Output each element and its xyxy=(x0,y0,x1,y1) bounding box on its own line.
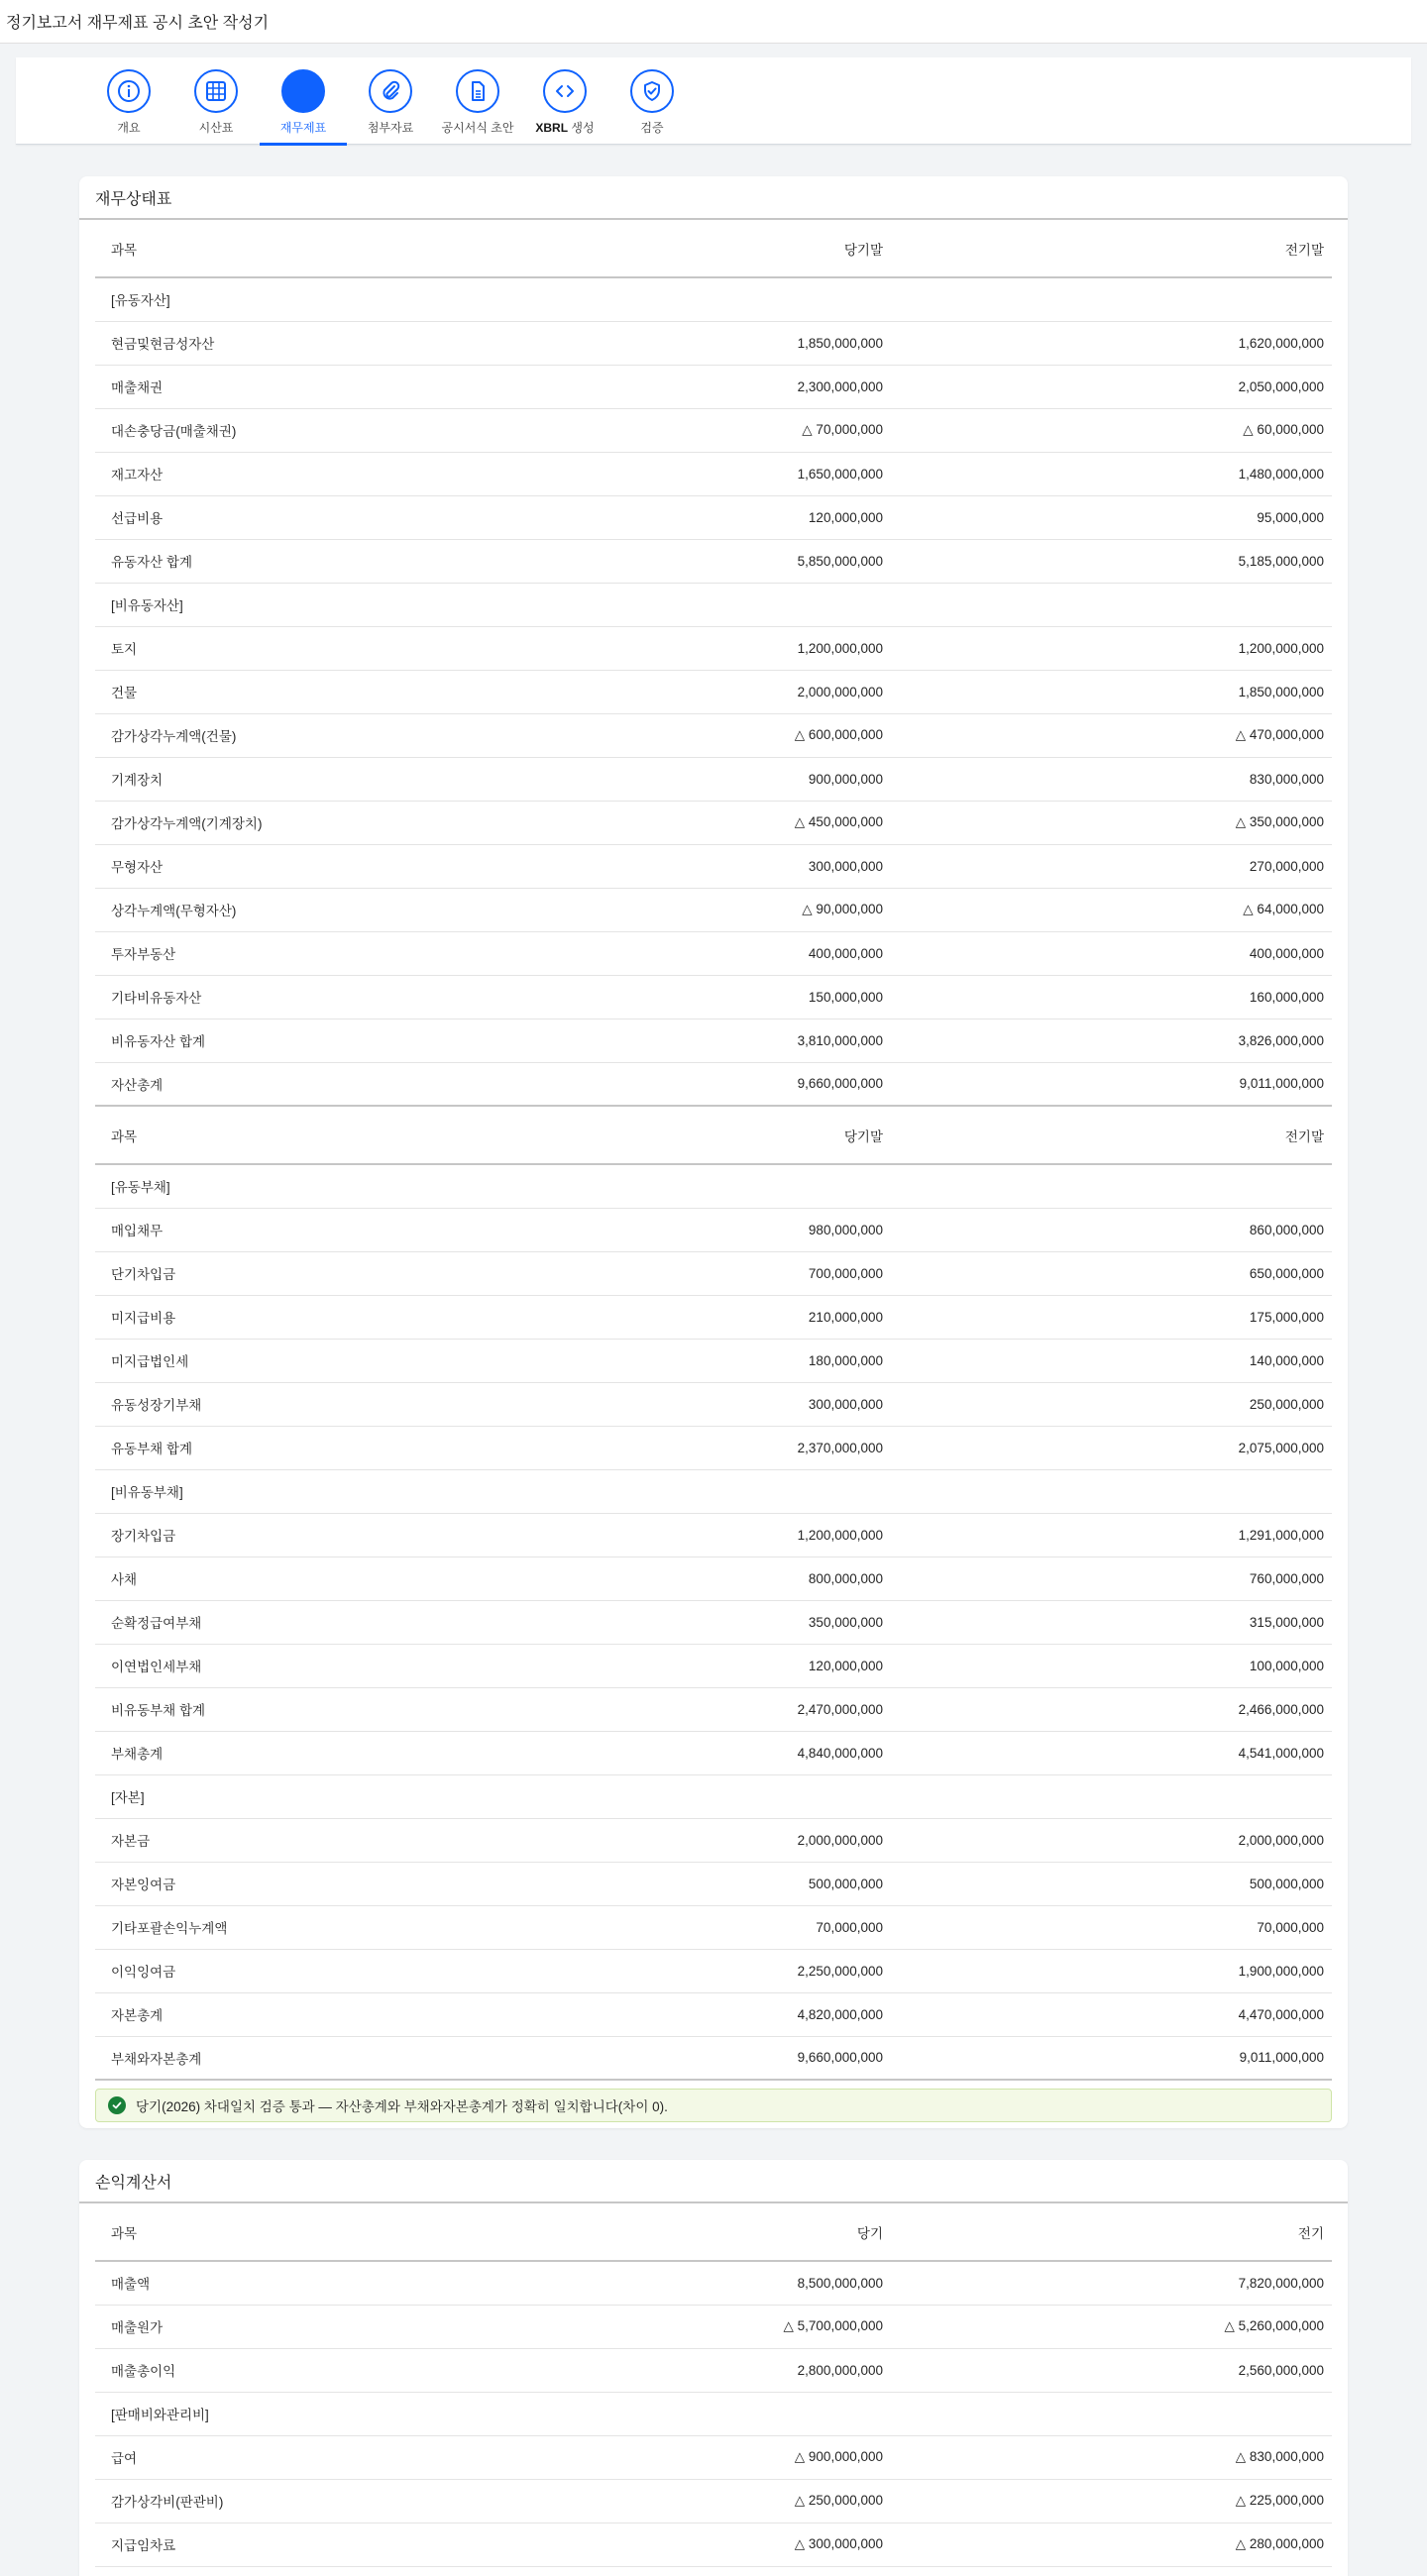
current-amount-cell: △ 70,000,000 xyxy=(475,408,891,452)
account-name-cell: [비유동자산] xyxy=(95,583,475,626)
account-name-cell: 매출원가 xyxy=(95,2305,475,2348)
current-amount-cell: 2,800,000,000 xyxy=(475,2348,891,2392)
current-amount-cell xyxy=(475,277,891,321)
table-row xyxy=(95,1644,1332,1687)
account-name-cell: 재고자산 xyxy=(95,452,475,495)
step-label: 재무제표 xyxy=(279,121,327,135)
prior-amount-cell: 3,826,000,000 xyxy=(891,1019,1332,1062)
prior-amount-cell: 1,850,000,000 xyxy=(891,670,1332,713)
table-header-row xyxy=(95,2203,1332,2261)
balance-check-notice xyxy=(95,2089,1332,2122)
column-header-prior: 전기말 xyxy=(891,220,1332,277)
account-name-cell: 비유동부채 합계 xyxy=(95,1687,475,1731)
table-row xyxy=(95,1774,1332,1818)
shield-check-icon xyxy=(630,69,674,113)
column-header-current: 당기 xyxy=(475,2203,891,2261)
current-amount-cell: 150,000,000 xyxy=(475,975,891,1019)
table-row xyxy=(95,975,1332,1019)
account-name-cell: 자본총계 xyxy=(95,1992,475,2036)
current-amount-cell: △ 5,700,000,000 xyxy=(475,2305,891,2348)
current-amount-cell: △ 450,000,000 xyxy=(475,801,891,844)
prior-amount-cell: 1,900,000,000 xyxy=(891,1949,1332,1992)
account-name-cell: [유동자산] xyxy=(95,277,475,321)
current-amount-cell: △ 900,000,000 xyxy=(475,2435,891,2479)
prior-amount-cell xyxy=(891,277,1332,321)
prior-amount-cell: 860,000,000 xyxy=(891,1208,1332,1251)
table-row xyxy=(95,583,1332,626)
prior-amount-cell: 2,466,000,000 xyxy=(891,1687,1332,1731)
current-amount-cell: 350,000,000 xyxy=(475,1600,891,1644)
prior-amount-cell: 650,000,000 xyxy=(891,1251,1332,1295)
column-header-prior: 전기 xyxy=(891,2203,1332,2261)
table-row xyxy=(95,2522,1332,2566)
column-header-account: 과목 xyxy=(95,220,475,277)
prior-amount-cell: 1,291,000,000 xyxy=(891,1513,1332,1556)
prior-amount-cell: 1,620,000,000 xyxy=(891,321,1332,365)
account-name-cell: 단기차입금 xyxy=(95,1251,475,1295)
current-amount-cell xyxy=(475,1164,891,1208)
prior-amount-cell: △ 830,000,000 xyxy=(891,2435,1332,2479)
current-amount-cell: △ 300,000,000 xyxy=(475,2522,891,2566)
prior-amount-cell: △ 280,000,000 xyxy=(891,2522,1332,2566)
account-name-cell: 유동자산 합계 xyxy=(95,539,475,583)
table-row xyxy=(95,1600,1332,1644)
current-amount-cell: 300,000,000 xyxy=(475,1382,891,1426)
liabilities-equity-table xyxy=(95,1107,1332,2081)
account-name-cell: [유동부채] xyxy=(95,1164,475,1208)
liabilities-table-body xyxy=(95,1164,1332,2080)
table-row xyxy=(95,1905,1332,1949)
account-name-cell: 매입채무 xyxy=(95,1208,475,1251)
prior-amount-cell: 250,000,000 xyxy=(891,1382,1332,1426)
prior-amount-cell: 175,000,000 xyxy=(891,1295,1332,1339)
prior-amount-cell: 270,000,000 xyxy=(891,844,1332,888)
assets-table-body xyxy=(95,277,1332,1106)
account-name-cell: 급여 xyxy=(95,2435,475,2479)
account-name-cell: 장기차입금 xyxy=(95,1513,475,1556)
prior-amount-cell: △ 470,000,000 xyxy=(891,713,1332,757)
table-row xyxy=(95,1062,1332,1106)
account-name-cell: 매출채권 xyxy=(95,365,475,408)
check-circle-icon xyxy=(108,2096,126,2114)
table-row xyxy=(95,844,1332,888)
current-amount-cell: 1,200,000,000 xyxy=(475,626,891,670)
prior-amount-cell: 760,000,000 xyxy=(891,1556,1332,1600)
income-statement-table-body xyxy=(95,2261,1332,2566)
account-name-cell: 감가상각비(판관비) xyxy=(95,2479,475,2522)
table-row xyxy=(95,1339,1332,1382)
prior-amount-cell: 95,000,000 xyxy=(891,495,1332,539)
prior-amount-cell: 1,200,000,000 xyxy=(891,626,1332,670)
table-row xyxy=(95,2348,1332,2392)
current-amount-cell: 2,370,000,000 xyxy=(475,1426,891,1469)
assets-table xyxy=(95,220,1332,1107)
table-row xyxy=(95,888,1332,931)
app-title: 정기보고서 재무제표 공시 초안 작성기 xyxy=(6,15,270,32)
current-amount-cell: 300,000,000 xyxy=(475,844,891,888)
info-icon xyxy=(107,69,151,113)
step-label: 개요 xyxy=(117,121,141,135)
table-row xyxy=(95,1164,1332,1208)
prior-amount-cell: 400,000,000 xyxy=(891,931,1332,975)
account-name-cell: 비유동자산 합계 xyxy=(95,1019,475,1062)
prior-amount-cell: 9,011,000,000 xyxy=(891,1062,1332,1106)
prior-amount-cell: △ 60,000,000 xyxy=(891,408,1332,452)
account-name-cell: 매출총이익 xyxy=(95,2348,475,2392)
prior-amount-cell: 9,011,000,000 xyxy=(891,2036,1332,2080)
account-name-cell: 상각누계액(무형자산) xyxy=(95,888,475,931)
account-name-cell: 대손충당금(매출채권) xyxy=(95,408,475,452)
prior-amount-cell: △ 5,260,000,000 xyxy=(891,2305,1332,2348)
balance-sheet-card xyxy=(79,176,1348,2128)
current-amount-cell: 4,820,000,000 xyxy=(475,1992,891,2036)
notice-text: 당기(2026) 차대일치 검증 통과 — 자산총계와 부채와자본총계가 정확히 일치합니다(차이 0). xyxy=(136,2099,668,2114)
account-name-cell: 감가상각누계액(건물) xyxy=(95,713,475,757)
table-row xyxy=(95,1295,1332,1339)
column-header-current: 당기말 xyxy=(475,1107,891,1164)
current-amount-cell: 980,000,000 xyxy=(475,1208,891,1251)
prior-amount-cell: 100,000,000 xyxy=(891,1644,1332,1687)
table-row xyxy=(95,1731,1332,1774)
table-row xyxy=(95,1992,1332,2036)
account-name-cell: 미지급법인세 xyxy=(95,1339,475,1382)
current-amount-cell: 2,250,000,000 xyxy=(475,1949,891,1992)
prior-amount-cell: 2,560,000,000 xyxy=(891,2348,1332,2392)
prior-amount-cell: 830,000,000 xyxy=(891,757,1332,801)
prior-amount-cell: 2,000,000,000 xyxy=(891,1818,1332,1862)
current-amount-cell: 1,850,000,000 xyxy=(475,321,891,365)
current-amount-cell: 180,000,000 xyxy=(475,1339,891,1382)
step-label: 공시서식 초안 xyxy=(441,121,514,135)
step-label: 시산표 xyxy=(198,121,234,135)
current-amount-cell: 120,000,000 xyxy=(475,1644,891,1687)
table-row xyxy=(95,1556,1332,1600)
current-amount-cell: 1,650,000,000 xyxy=(475,452,891,495)
current-amount-cell: 1,200,000,000 xyxy=(475,1513,891,1556)
current-amount-cell: 210,000,000 xyxy=(475,1295,891,1339)
step-overview[interactable] xyxy=(85,69,172,136)
document-icon xyxy=(456,69,499,113)
account-name-cell: 기타포괄손익누계액 xyxy=(95,1905,475,1949)
current-amount-cell: 70,000,000 xyxy=(475,1905,891,1949)
step-financial-statements[interactable] xyxy=(260,69,347,136)
prior-amount-cell xyxy=(891,1164,1332,1208)
table-row xyxy=(95,539,1332,583)
table-row xyxy=(95,713,1332,757)
paperclip-icon xyxy=(369,69,412,113)
step-attachments[interactable] xyxy=(347,69,434,136)
table-header-row xyxy=(95,220,1332,277)
prior-amount-cell: 7,820,000,000 xyxy=(891,2261,1332,2305)
account-name-cell: 자본잉여금 xyxy=(95,1862,475,1905)
current-amount-cell: 800,000,000 xyxy=(475,1556,891,1600)
circle-filled-icon xyxy=(281,69,325,113)
current-amount-cell: 700,000,000 xyxy=(475,1251,891,1295)
prior-amount-cell xyxy=(891,2392,1332,2435)
current-amount-cell: △ 600,000,000 xyxy=(475,713,891,757)
prior-amount-cell xyxy=(891,583,1332,626)
table-row xyxy=(95,365,1332,408)
prior-amount-cell: 5,185,000,000 xyxy=(891,539,1332,583)
account-name-cell: 자산총계 xyxy=(95,1062,475,1106)
current-amount-cell: 500,000,000 xyxy=(475,1862,891,1905)
account-name-cell: 지급임차료 xyxy=(95,2522,475,2566)
account-name-cell: 기타비유동자산 xyxy=(95,975,475,1019)
table-row xyxy=(95,408,1332,452)
account-name-cell: 현금및현금성자산 xyxy=(95,321,475,365)
account-name-cell: 부채총계 xyxy=(95,1731,475,1774)
account-name-cell: [비유동부채] xyxy=(95,1469,475,1513)
account-name-cell: 선급비용 xyxy=(95,495,475,539)
prior-amount-cell: 1,480,000,000 xyxy=(891,452,1332,495)
table-row xyxy=(95,1426,1332,1469)
table-row xyxy=(95,1862,1332,1905)
table-row xyxy=(95,321,1332,365)
account-name-cell: 토지 xyxy=(95,626,475,670)
table-header-row xyxy=(95,1107,1332,1164)
prior-amount-cell: 500,000,000 xyxy=(891,1862,1332,1905)
current-amount-cell: 2,300,000,000 xyxy=(475,365,891,408)
table-row xyxy=(95,1469,1332,1513)
step-disclosure-draft[interactable] xyxy=(434,69,521,136)
prior-amount-cell: 4,470,000,000 xyxy=(891,1992,1332,2036)
prior-amount-cell: △ 350,000,000 xyxy=(891,801,1332,844)
account-name-cell: 자본금 xyxy=(95,1818,475,1862)
prior-amount-cell: 160,000,000 xyxy=(891,975,1332,1019)
step-validation[interactable] xyxy=(608,69,696,136)
current-amount-cell: 900,000,000 xyxy=(475,757,891,801)
prior-amount-cell: 140,000,000 xyxy=(891,1339,1332,1382)
prior-amount-cell: 2,075,000,000 xyxy=(891,1426,1332,1469)
current-amount-cell: 3,810,000,000 xyxy=(475,1019,891,1062)
prior-amount-cell: 70,000,000 xyxy=(891,1905,1332,1949)
current-amount-cell xyxy=(475,1774,891,1818)
prior-amount-cell: 315,000,000 xyxy=(891,1600,1332,1644)
app-header xyxy=(0,0,1427,44)
account-name-cell: 부채와자본총계 xyxy=(95,2036,475,2080)
income-statement-card xyxy=(79,2160,1348,2576)
table-row xyxy=(95,2261,1332,2305)
current-amount-cell: 5,850,000,000 xyxy=(475,539,891,583)
column-header-account: 과목 xyxy=(95,2203,475,2261)
account-name-cell: 순확정급여부채 xyxy=(95,1600,475,1644)
step-label: 첨부자료 xyxy=(367,121,414,135)
account-name-cell: 매출액 xyxy=(95,2261,475,2305)
table-row xyxy=(95,2036,1332,2080)
table-grid-icon xyxy=(194,69,238,113)
account-name-cell: 건물 xyxy=(95,670,475,713)
step-label: XBRL 생성 xyxy=(535,121,595,135)
table-row xyxy=(95,670,1332,713)
table-row xyxy=(95,1818,1332,1862)
stepper xyxy=(16,57,1411,145)
table-row xyxy=(95,1019,1332,1062)
account-name-cell: 기계장치 xyxy=(95,757,475,801)
account-name-cell: 이익잉여금 xyxy=(95,1949,475,1992)
table-row xyxy=(95,2479,1332,2522)
table-row xyxy=(95,1382,1332,1426)
table-row xyxy=(95,931,1332,975)
account-name-cell: 투자부동산 xyxy=(95,931,475,975)
table-row xyxy=(95,801,1332,844)
current-amount-cell: 400,000,000 xyxy=(475,931,891,975)
table-row xyxy=(95,495,1332,539)
account-name-cell: 유동부채 합계 xyxy=(95,1426,475,1469)
account-name-cell: [자본] xyxy=(95,1774,475,1818)
current-amount-cell: 8,500,000,000 xyxy=(475,2261,891,2305)
step-label: 검증 xyxy=(640,121,664,135)
current-amount-cell: △ 90,000,000 xyxy=(475,888,891,931)
column-header-prior: 전기말 xyxy=(891,1107,1332,1164)
current-amount-cell: 9,660,000,000 xyxy=(475,1062,891,1106)
table-row xyxy=(95,1208,1332,1251)
column-header-current: 당기말 xyxy=(475,220,891,277)
account-name-cell: 감가상각누계액(기계장치) xyxy=(95,801,475,844)
balance-sheet-title: 재무상태표 xyxy=(79,176,1348,220)
table-row xyxy=(95,757,1332,801)
account-name-cell: 유동성장기부채 xyxy=(95,1382,475,1426)
account-name-cell: 이연법인세부채 xyxy=(95,1644,475,1687)
current-amount-cell: 120,000,000 xyxy=(475,495,891,539)
account-name-cell: 무형자산 xyxy=(95,844,475,888)
income-statement-table xyxy=(95,2203,1332,2567)
prior-amount-cell xyxy=(891,1469,1332,1513)
code-icon xyxy=(543,69,587,113)
table-row xyxy=(95,2392,1332,2435)
step-xbrl[interactable] xyxy=(521,69,608,136)
current-amount-cell: 2,000,000,000 xyxy=(475,670,891,713)
table-row xyxy=(95,277,1332,321)
table-row xyxy=(95,452,1332,495)
table-row xyxy=(95,2305,1332,2348)
account-name-cell: 사채 xyxy=(95,1556,475,1600)
table-row xyxy=(95,626,1332,670)
current-amount-cell: △ 250,000,000 xyxy=(475,2479,891,2522)
prior-amount-cell xyxy=(891,1774,1332,1818)
current-amount-cell: 9,660,000,000 xyxy=(475,2036,891,2080)
account-name-cell: 미지급비용 xyxy=(95,1295,475,1339)
table-row xyxy=(95,1251,1332,1295)
current-amount-cell xyxy=(475,2392,891,2435)
current-amount-cell xyxy=(475,1469,891,1513)
current-amount-cell: 2,470,000,000 xyxy=(475,1687,891,1731)
current-amount-cell xyxy=(475,583,891,626)
table-row xyxy=(95,2435,1332,2479)
income-statement-title: 손익계산서 xyxy=(79,2160,1348,2203)
column-header-account: 과목 xyxy=(95,1107,475,1164)
step-trial-balance[interactable] xyxy=(172,69,260,136)
current-amount-cell: 2,000,000,000 xyxy=(475,1818,891,1862)
table-row xyxy=(95,1949,1332,1992)
current-amount-cell: 4,840,000,000 xyxy=(475,1731,891,1774)
table-row xyxy=(95,1513,1332,1556)
table-row xyxy=(95,1687,1332,1731)
prior-amount-cell: 4,541,000,000 xyxy=(891,1731,1332,1774)
prior-amount-cell: △ 225,000,000 xyxy=(891,2479,1332,2522)
prior-amount-cell: 2,050,000,000 xyxy=(891,365,1332,408)
prior-amount-cell: △ 64,000,000 xyxy=(891,888,1332,931)
account-name-cell: [판매비와관리비] xyxy=(95,2392,475,2435)
